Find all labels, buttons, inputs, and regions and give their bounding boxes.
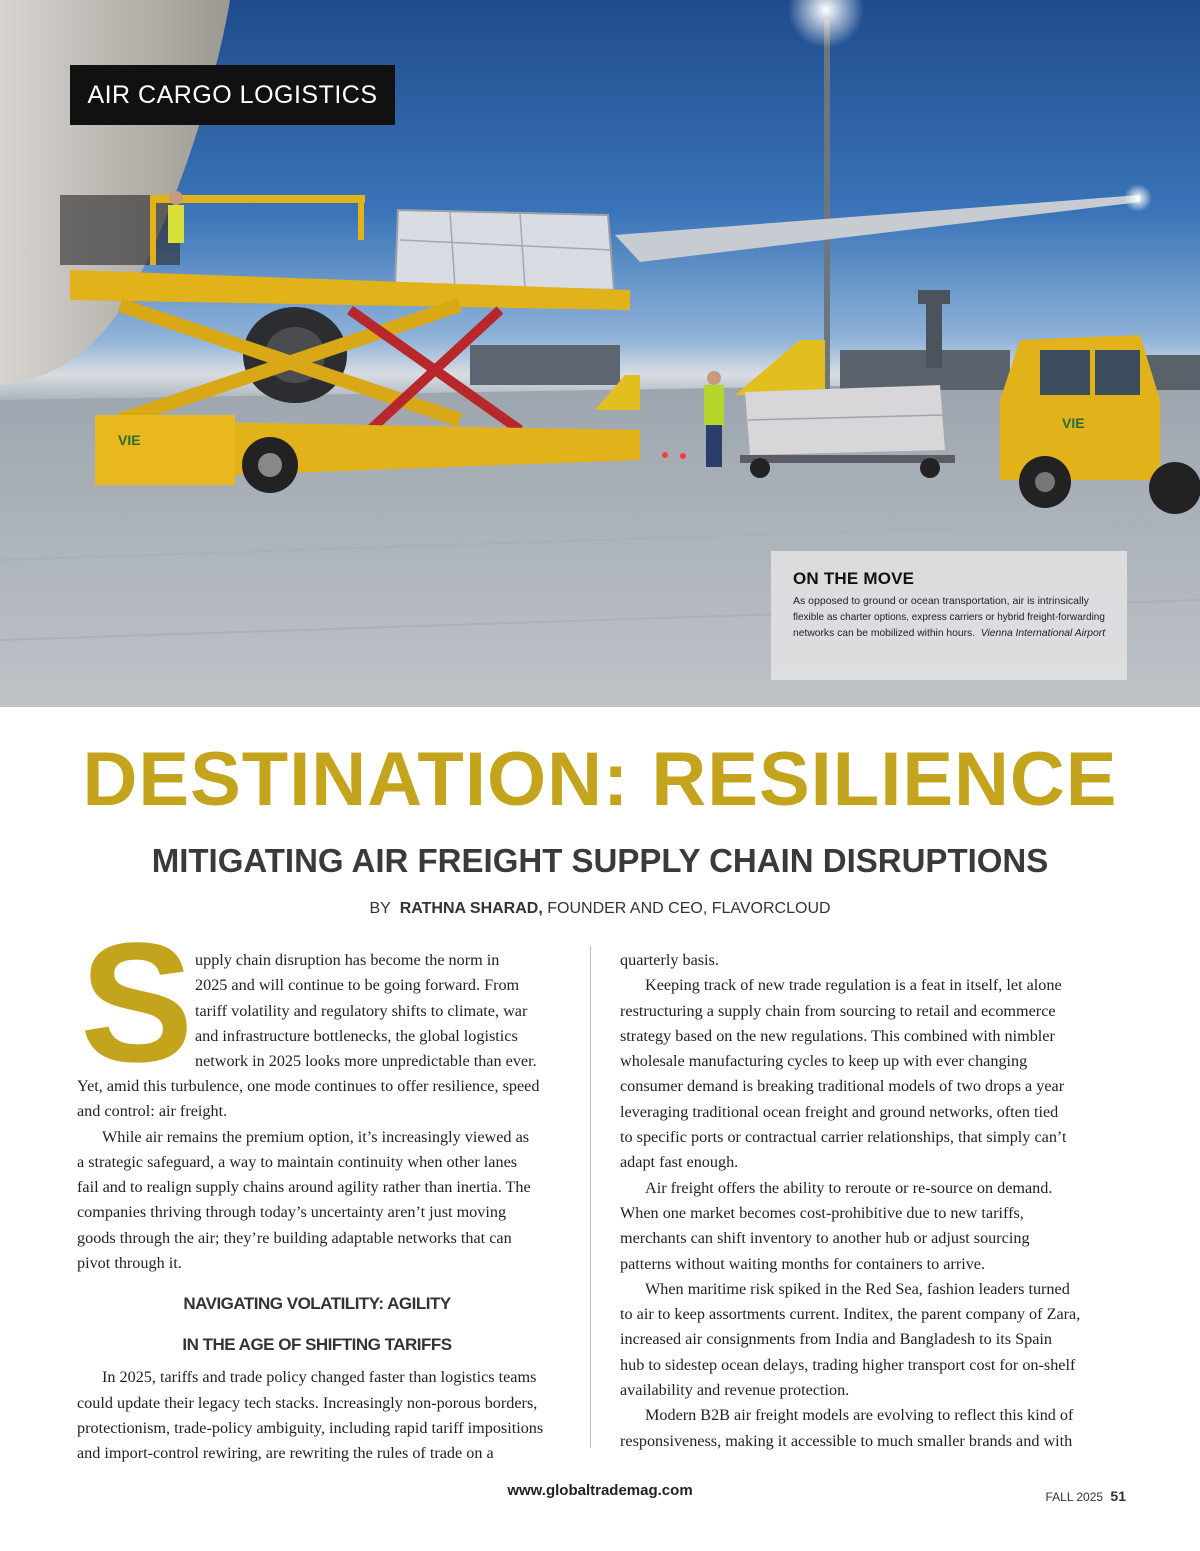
text-line: When one market becomes cost-prohibitive due to new tariffs, xyxy=(620,1203,1024,1222)
text-line: a strategic safeguard, a way to maintain continuity when other lanes xyxy=(77,1152,518,1171)
vehicle-label: VIE xyxy=(1062,415,1085,431)
text-line: adapt fast enough. xyxy=(620,1153,739,1172)
subhead: MITIGATING AIR FREIGHT SUPPLY CHAIN DISRUPTIONS xyxy=(151,842,1049,879)
caption-line xyxy=(793,625,1106,641)
text-line: Keeping track of new trade regulation is a feat in itself, let alone xyxy=(645,976,1062,995)
text-line: Yet, amid this turbulence, one mode continues to offer resilience, speed xyxy=(77,1077,540,1095)
text-line: could update their legacy tech stacks. Increasingly non-porous borders, xyxy=(77,1393,538,1412)
article-intro-lines xyxy=(195,948,555,1074)
text-line: restructuring a supply chain from sourcing to retail and ecommerce xyxy=(620,1001,1056,1020)
text-line: and control: air freight. xyxy=(77,1102,228,1121)
text-line: companies thriving through today’s uncertainty aren’t just moving xyxy=(77,1203,507,1222)
column-divider xyxy=(590,946,591,1448)
hero-photo xyxy=(0,0,1200,707)
text-line: availability and revenue protection. xyxy=(620,1381,850,1400)
text-line: Modern B2B air freight models are evolving to reflect this kind of xyxy=(645,1406,1074,1425)
text-line: wholesale manufacturing cycles to keep up with ever changing xyxy=(620,1052,1028,1071)
text-line: protectionism, trade-policy ambiguity, including rapid tariff impositions xyxy=(77,1418,544,1437)
text-line: pivot through it. xyxy=(77,1254,182,1273)
section-subheading: IN THE AGE OF SHIFTING TARIFFS xyxy=(182,1335,452,1355)
text-line: patterns without waiting months for containers to arrive. xyxy=(620,1254,986,1273)
text-line: to specific ports or contractual carrier relationships, that simply can’t xyxy=(620,1128,1067,1147)
text-line: When maritime risk spiked in the Red Sea, fashion leaders turned xyxy=(645,1279,1070,1298)
text-line: and infrastructure bottlenecks, the global logistics xyxy=(195,1026,518,1045)
footer-url[interactable]: www.globaltrademag.com xyxy=(507,1482,693,1499)
text-line: fail and to realign supply chains around agility rather than inertia. The xyxy=(77,1178,531,1197)
section-tag: AIR CARGO LOGISTICS xyxy=(70,65,395,125)
text-line: and import-control rewiring, are rewriting the rules of trade on a xyxy=(77,1444,494,1463)
headline: DESTINATION: RESILIENCE xyxy=(82,737,1118,822)
text-line: merchants can shift inventory to another hub or adjust sourcing xyxy=(620,1229,1030,1248)
text-line: leveraging traditional ocean freight and ground networks, often tied xyxy=(620,1102,1059,1121)
caption-line: As opposed to ground or ocean transportation, air is intrinsically xyxy=(793,595,1089,607)
text-line: Air freight offers the ability to reroute or re-source on demand. xyxy=(645,1178,1053,1197)
text-line: 2025 and will continue to be going forward. From xyxy=(195,976,520,995)
caption-body xyxy=(793,593,1105,641)
text-line: While air remains the premium option, it’s increasingly viewed as xyxy=(102,1127,530,1146)
text-line: increased air consignments from India and Bangladesh to its Spain xyxy=(620,1330,1053,1349)
byline-prefix: BY xyxy=(369,900,391,917)
footer-issue xyxy=(1045,1488,1126,1504)
text-line: consumer demand is breaking traditional models of two drops a year xyxy=(620,1077,1065,1096)
text-line: to air to keep assortments current. Inditex, the parent company of Zara, xyxy=(620,1305,1081,1324)
article-right-column xyxy=(620,948,1092,1454)
caption-line-text: networks can be mobilized within hours. xyxy=(793,627,976,639)
caption-credit: Vienna International Airport xyxy=(980,627,1106,639)
text-line: strategy based on the new regulations. This combined with nimbler xyxy=(620,1026,1055,1045)
caption-line: flexible as charter options, express carriers or hybrid freight-forwarding xyxy=(793,611,1105,623)
byline-author: RATHNA SHARAD, xyxy=(399,900,543,917)
text-line: responsiveness, making it accessible to much smaller brands and with xyxy=(620,1431,1073,1450)
page-number: 51 xyxy=(1110,1488,1126,1504)
drop-cap: S xyxy=(80,908,194,1098)
issue-label: FALL 2025 xyxy=(1045,1490,1104,1504)
text-line: In 2025, tariffs and trade policy changed faster than logistics teams xyxy=(102,1368,537,1387)
vehicle-label: VIE xyxy=(118,432,141,448)
text-line: upply chain disruption has become the norm in xyxy=(195,951,500,969)
text-line: quarterly basis. xyxy=(620,951,719,969)
text-line: hub to sidestep ocean delays, trading higher transport cost for on-shelf xyxy=(620,1355,1076,1374)
photo-caption xyxy=(771,551,1127,680)
byline-title: FOUNDER AND CEO, FLAVORCLOUD xyxy=(547,900,831,917)
caption-title: ON THE MOVE xyxy=(793,569,915,588)
text-line: tariff volatility and regulatory shifts to climate, war xyxy=(195,1001,528,1020)
text-line: goods through the air; they’re building adaptable networks that can xyxy=(77,1228,512,1247)
section-subheading: NAVIGATING VOLATILITY: AGILITY xyxy=(183,1294,451,1314)
article-left-column xyxy=(77,1074,557,1467)
text-line: network in 2025 looks more unpredictable than ever. xyxy=(195,1052,537,1071)
